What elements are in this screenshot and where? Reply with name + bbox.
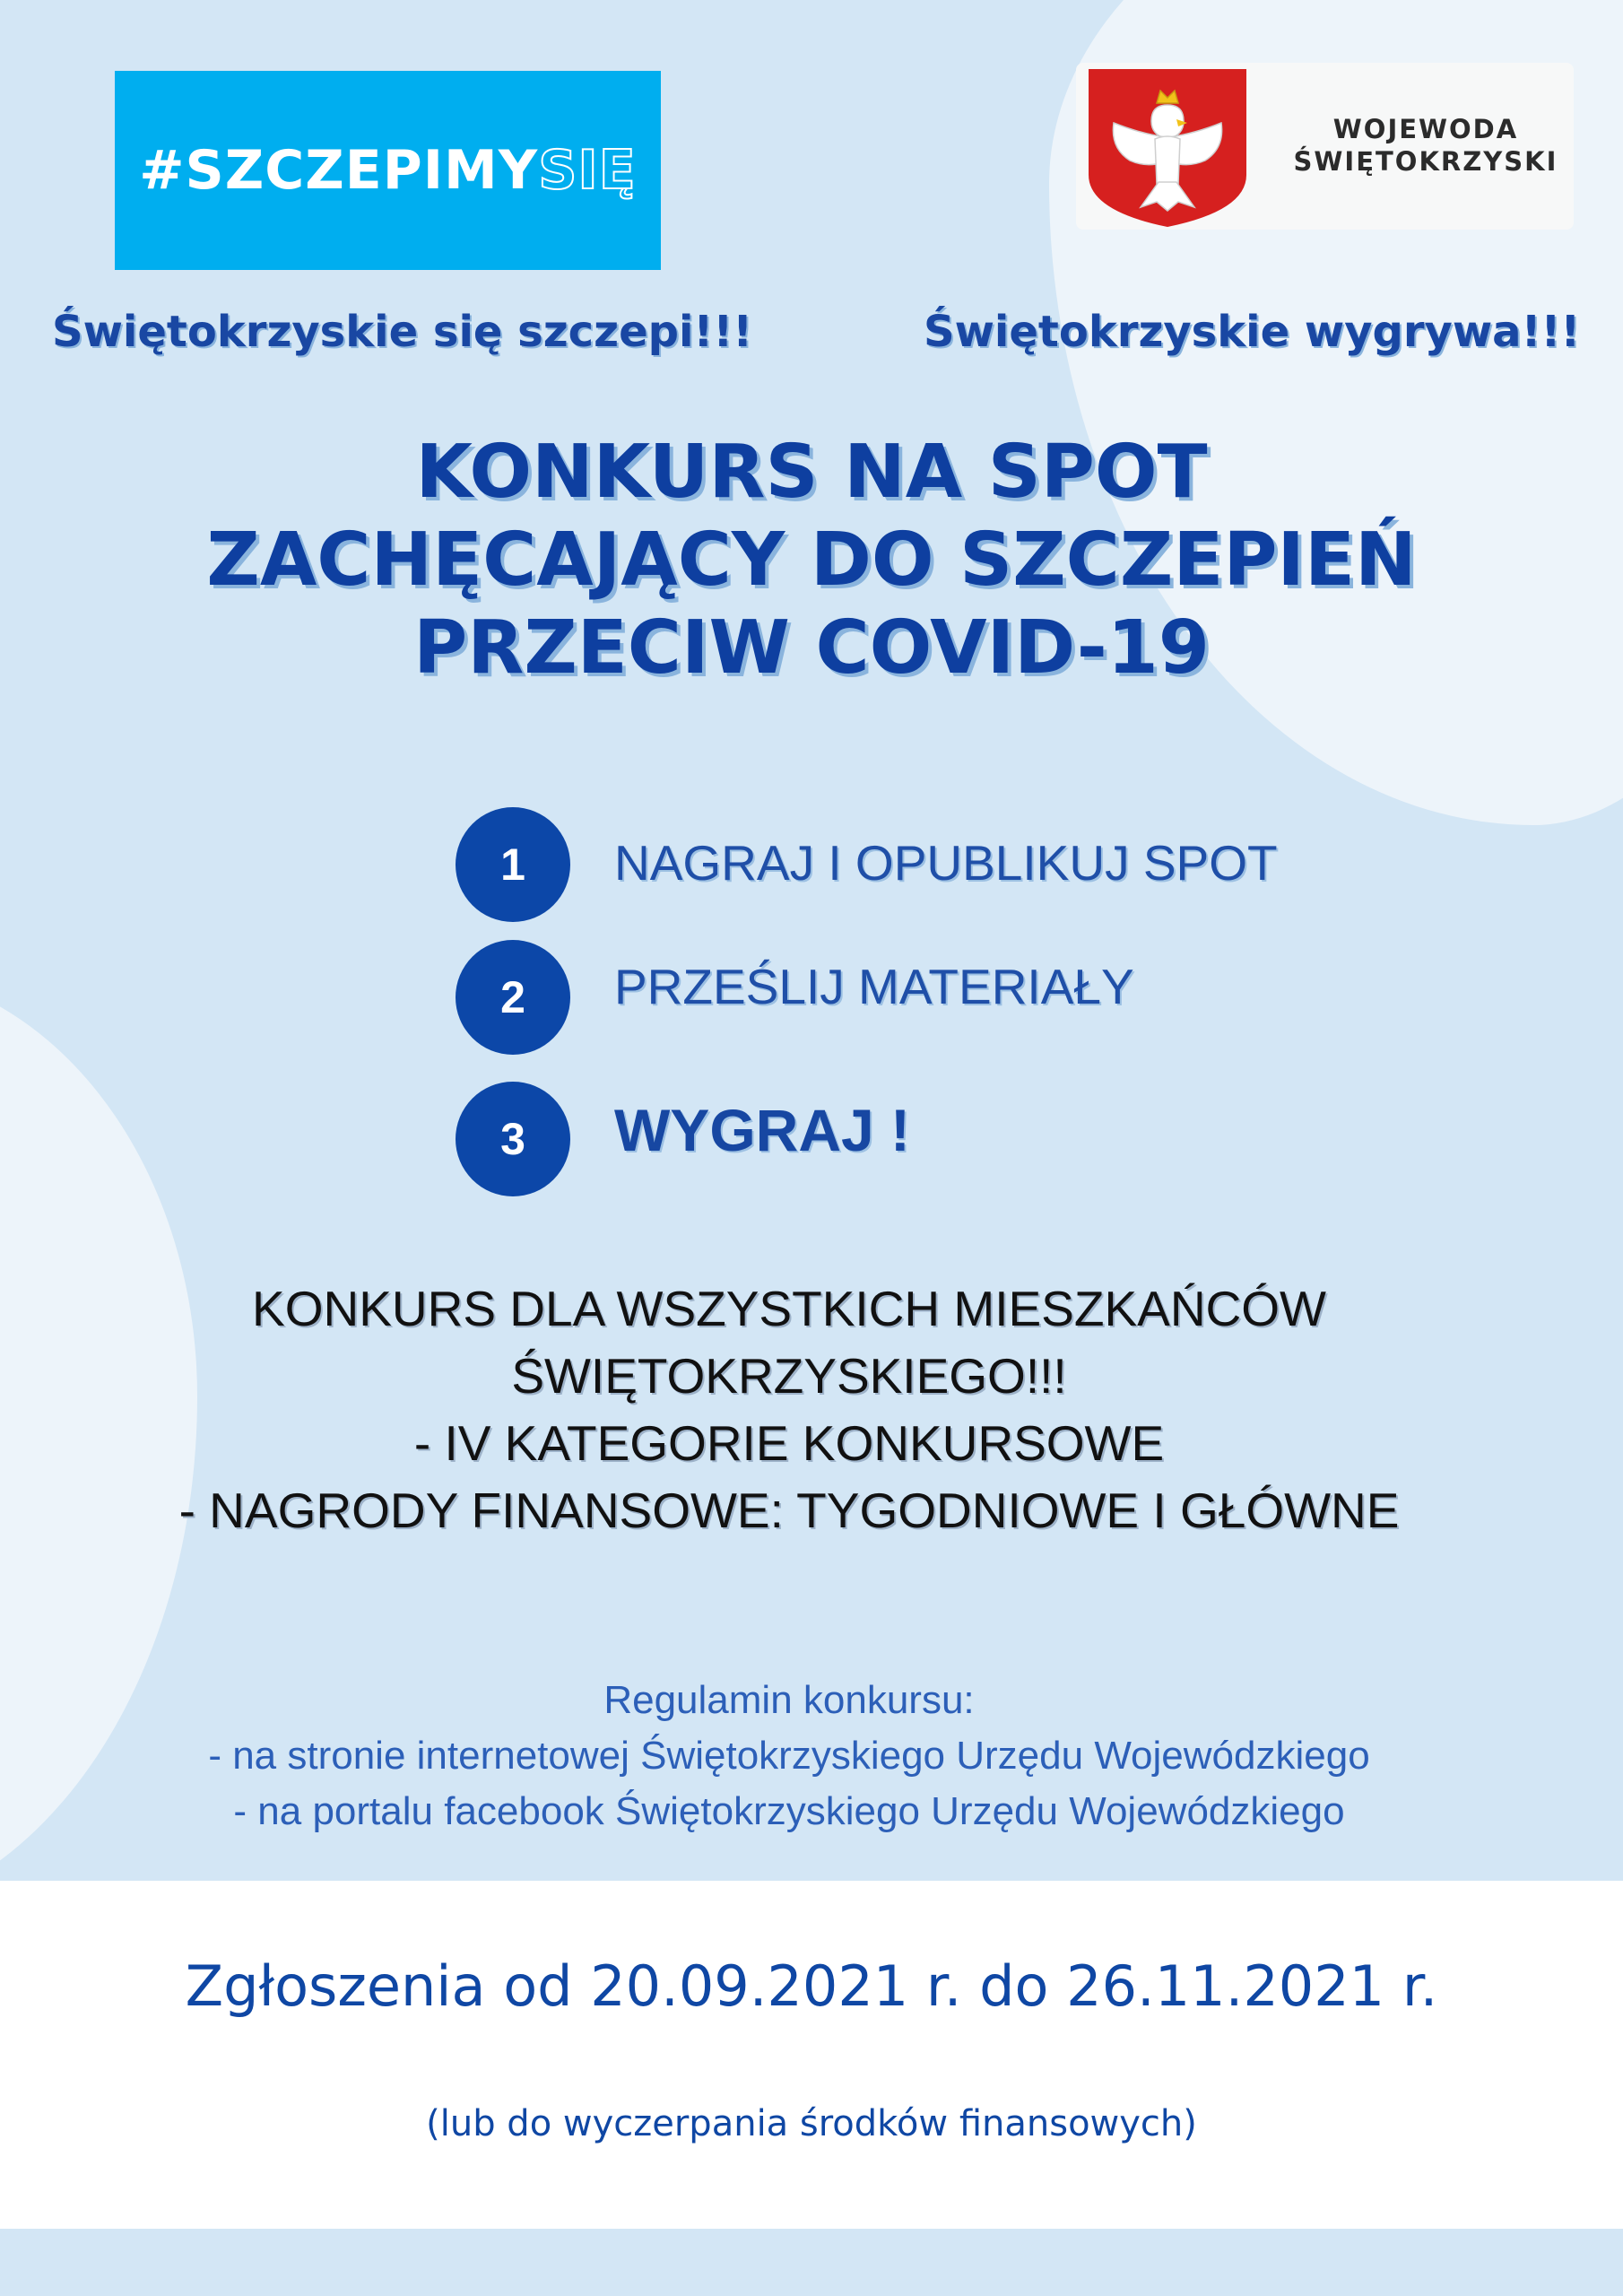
title-line: ZACHĘCAJĄCY DO SZCZEPIEŃ [206,517,1417,603]
bottom-strip [0,2229,1623,2296]
funding-note: (lub do wyczerpania środków finansowych) [426,2103,1197,2144]
rules-line: - na stronie internetowej Świętokrzyskiego Urzędu Wojewódzkiego [208,1734,1370,1778]
contest-info [90,1275,1488,1544]
dates-band [0,1881,1623,2229]
info-line: - NAGRODY FINANSOWE: TYGODNIOWE I GŁÓWNE [178,1483,1400,1538]
wojewoda-label: WOJEWODA ŚWIĘTOKRZYSKI [1293,114,1558,177]
rules-line: - na portalu facebook Świętokrzyskiego Urzędu Wojewódzkiego [233,1789,1345,1833]
main-title [90,429,1533,692]
hashtag-text: #SZCZEPIMYSIĘ [139,139,637,202]
step-label: NAGRAJ I OPUBLIKUJ SPOT [614,835,1278,891]
title-line: PRZECIW COVID-19 [413,605,1210,691]
title-line: KONKURS NA SPOT [415,430,1208,515]
step-number-badge: 3 [456,1082,570,1196]
info-line: ŚWIĘTOKRZYSKIEGO!!! [511,1348,1067,1404]
szczepimy-sie-logo [115,71,661,270]
step-number-badge: 1 [456,807,570,922]
wojewoda-logo [1076,63,1574,230]
step-label: WYGRAJ ! [614,1097,910,1163]
rules-line: Regulamin konkursu: [603,1678,975,1722]
step-number-badge: 2 [456,940,570,1055]
tagline-right: Świętokrzyskie wygrywa!!! [924,307,1581,357]
info-line: - IV KATEGORIE KONKURSOWE [413,1415,1165,1471]
submission-dates: Zgłoszenia od 20.09.2021 r. do 26.11.2021 r. [185,1953,1438,2019]
polish-eagle-emblem-icon [1087,67,1248,229]
info-line: KONKURS DLA WSZYSTKICH MIESZKAŃCÓW [252,1281,1326,1336]
tagline-left: Świętokrzyskie się szczepi!!! [52,307,753,357]
step-label: PRZEŚLIJ MATERIAŁY [614,959,1134,1014]
rules-info [90,1673,1488,1839]
